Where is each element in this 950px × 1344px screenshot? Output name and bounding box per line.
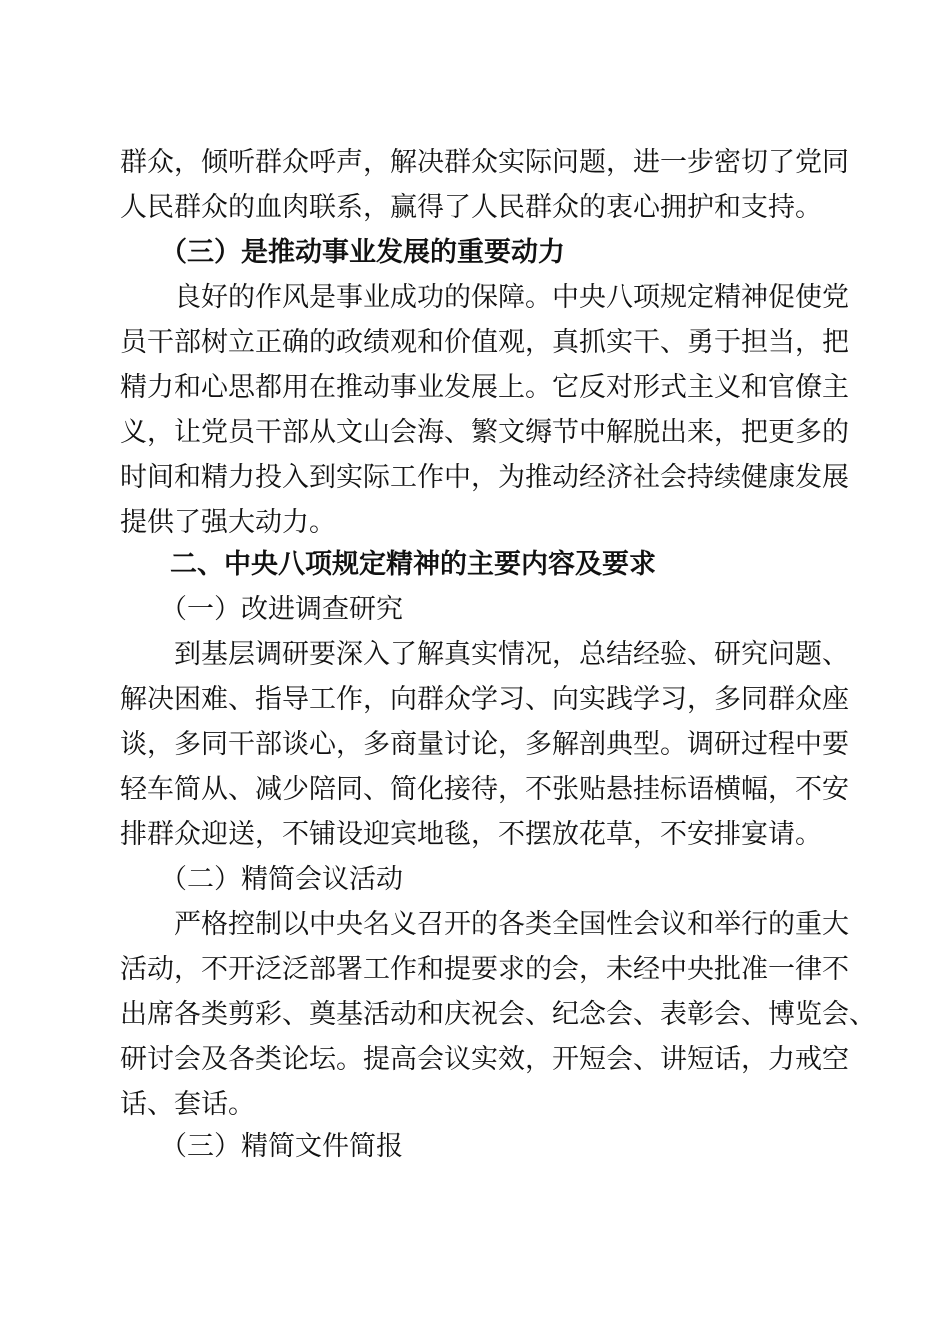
paragraph-line: 轻车简从、减少陪同、简化接待，不张贴悬挂标语横幅，不安 [120, 774, 849, 805]
paragraph-line: 严格控制以中央名义召开的各类全国性会议和举行的重大 [174, 909, 849, 940]
subheading-two-meetings: （二）精简会议活动 [160, 864, 403, 895]
paragraph-line: 谈，多同干部谈心，多商量讨论，多解剖典型。调研过程中要 [120, 729, 849, 760]
paragraph-line: 群众，倾听群众呼声，解决群众实际问题，进一步密切了党同 [120, 147, 849, 178]
section-heading-two: 二、中央八项规定精神的主要内容及要求 [170, 549, 656, 580]
paragraph-line: 良好的作风是事业成功的保障。中央八项规定精神促使党 [174, 282, 849, 313]
paragraph-line: 出席各类剪彩、奠基活动和庆祝会、纪念会、表彰会、博览会、 [120, 999, 876, 1030]
paragraph-line: 到基层调研要深入了解真实情况，总结经验、研究问题、 [174, 639, 849, 670]
paragraph-line: 提供了强大动力。 [120, 507, 336, 538]
paragraph-line: 活动，不开泛泛部署工作和提要求的会，未经中央批准一律不 [120, 954, 849, 985]
subheading-one-research: （一）改进调查研究 [160, 594, 403, 625]
paragraph-line: 研讨会及各类论坛。提高会议实效，开短会、讲短话，力戒空 [120, 1044, 849, 1075]
paragraph-line: 精力和心思都用在推动事业发展上。它反对形式主义和官僚主 [120, 372, 849, 403]
paragraph-line: 员干部树立正确的政绩观和价值观，真抓实干、勇于担当，把 [120, 327, 849, 358]
paragraph-line: 时间和精力投入到实际工作中，为推动经济社会持续健康发展 [120, 462, 849, 493]
paragraph-line: 人民群众的血肉联系，赢得了人民群众的衷心拥护和支持。 [120, 192, 822, 223]
paragraph-line: 解决困难、指导工作，向群众学习、向实践学习，多同群众座 [120, 684, 849, 715]
subheading-three-documents: （三）精简文件简报 [160, 1131, 403, 1162]
paragraph-line: 话、套话。 [120, 1089, 255, 1120]
paragraph-line: 义，让党员干部从文山会海、繁文缛节中解脱出来，把更多的 [120, 417, 849, 448]
subheading-three-driving-force: （三）是推动事业发展的重要动力 [160, 237, 565, 268]
paragraph-line: 排群众迎送，不铺设迎宾地毯，不摆放花草，不安排宴请。 [120, 819, 822, 850]
